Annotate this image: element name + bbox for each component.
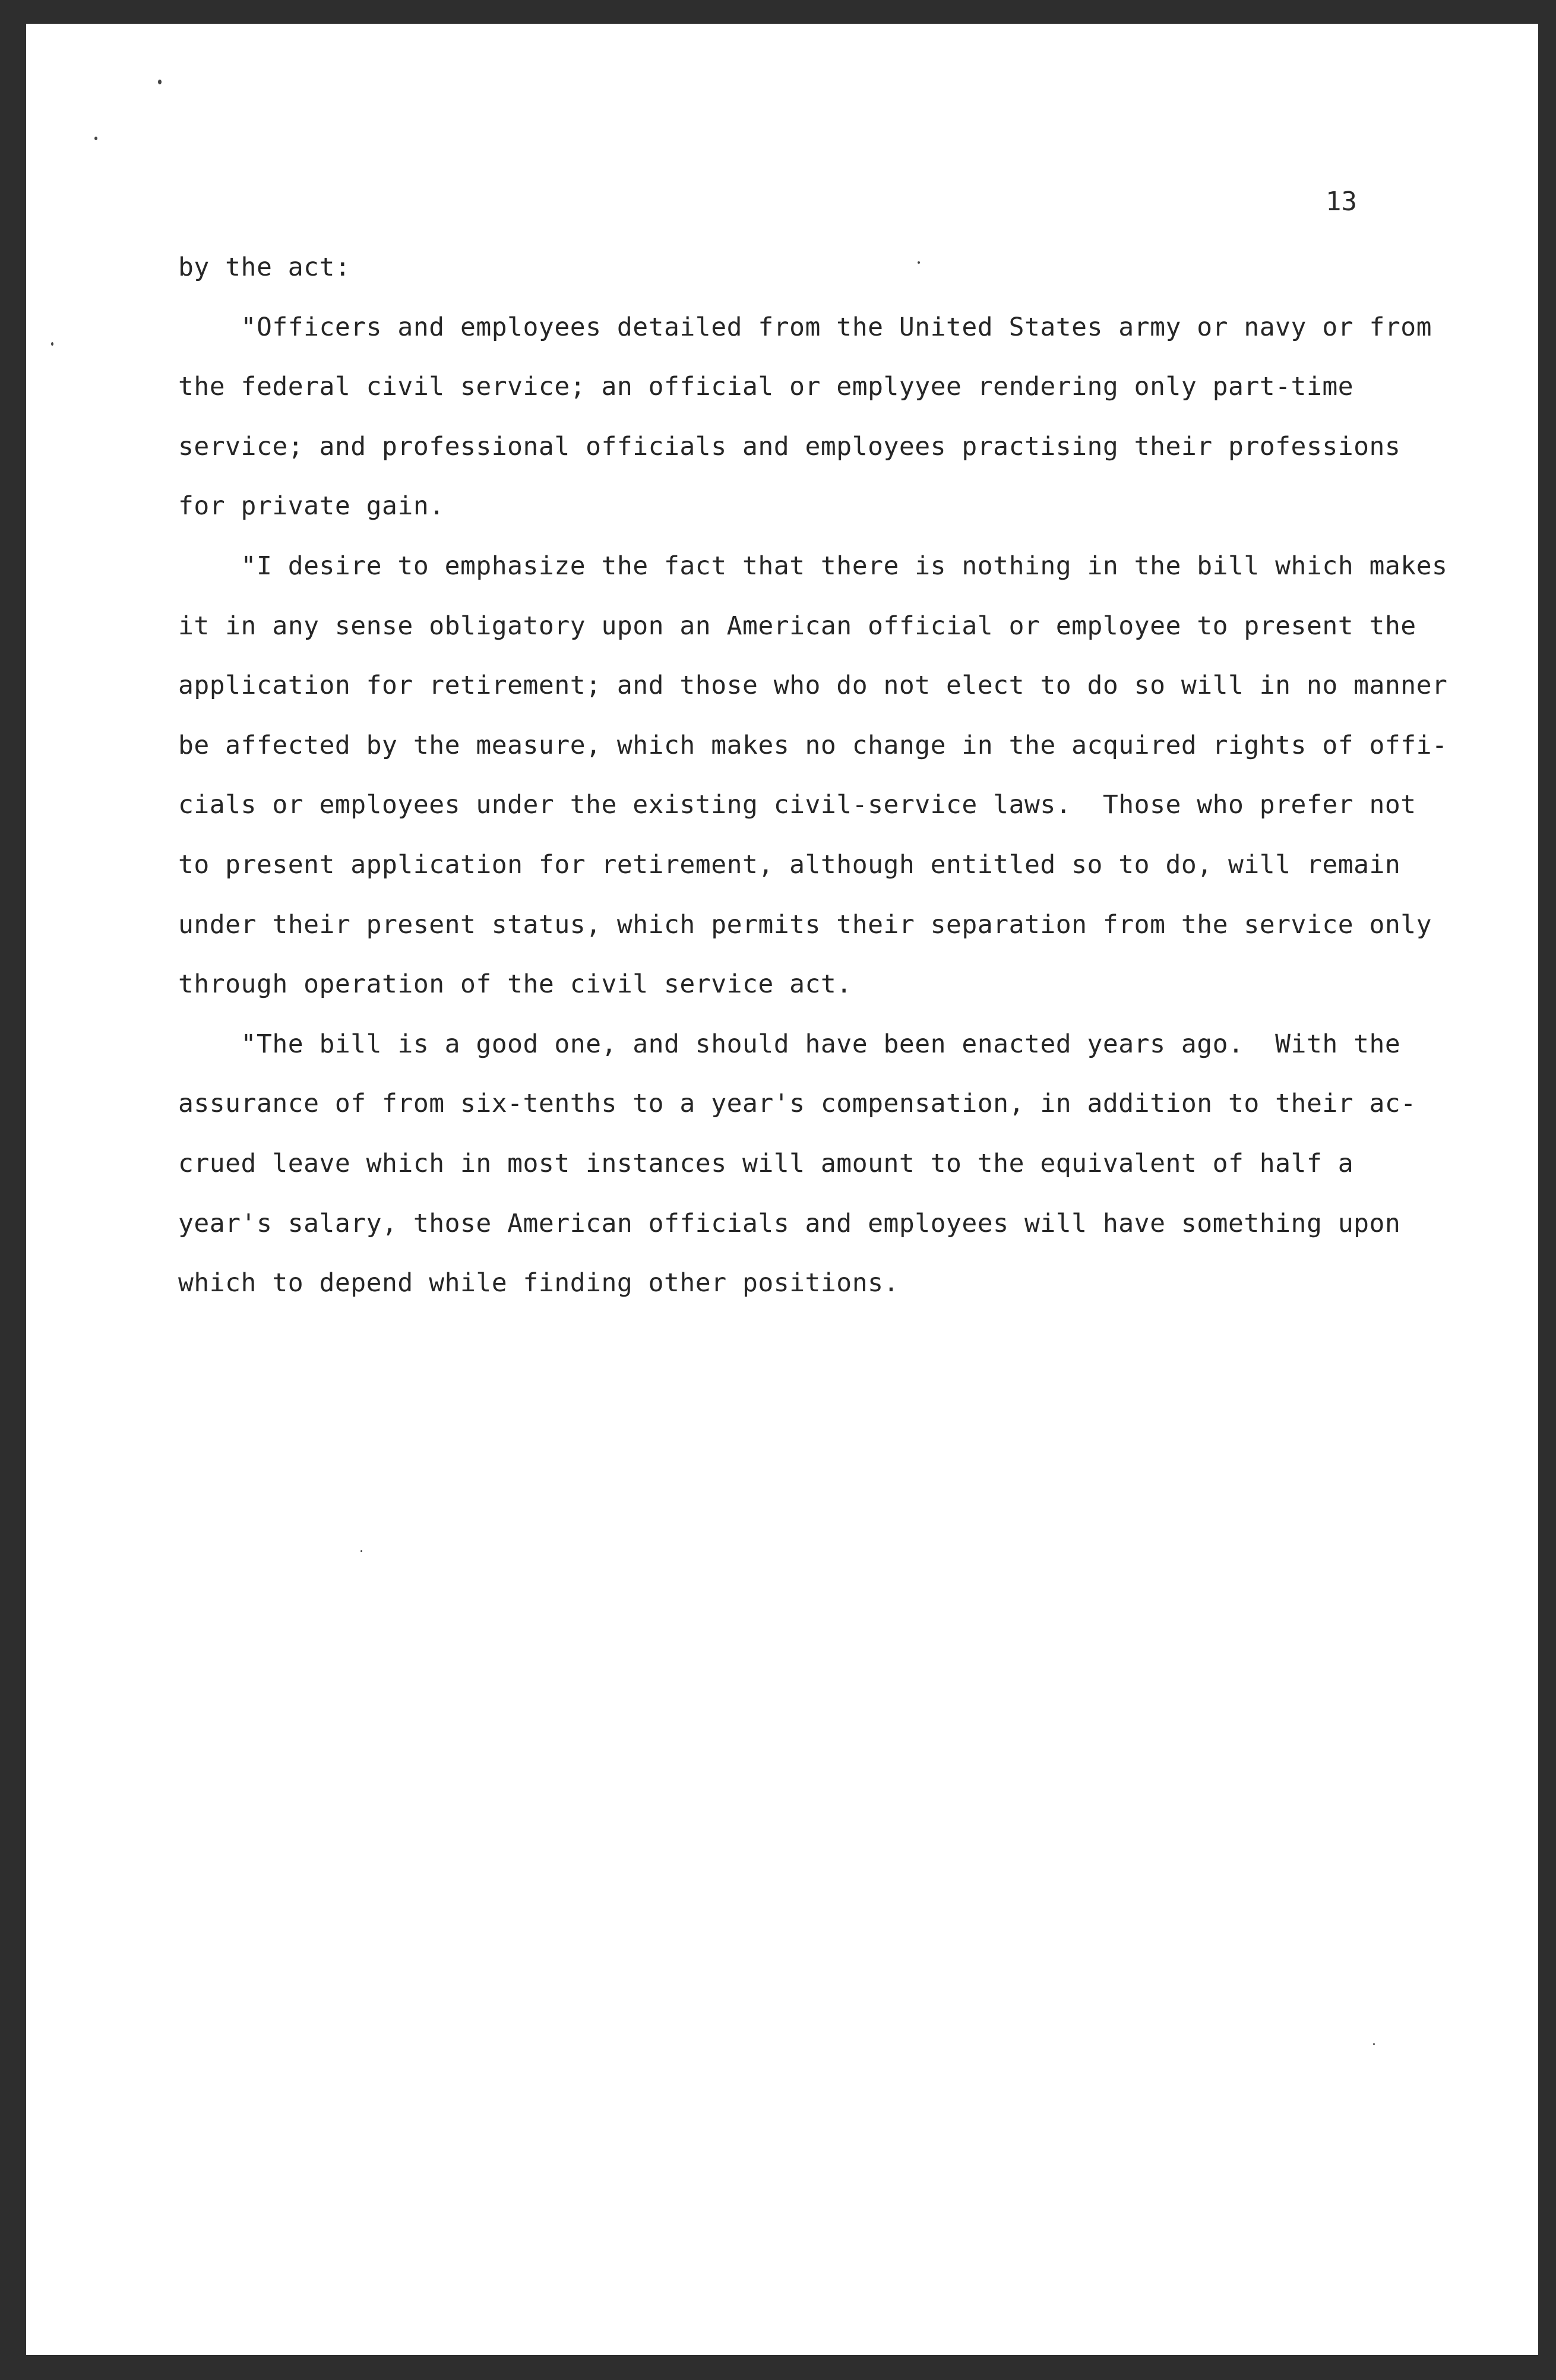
text-line: "The bill is a good one, and should have been enacted years ago. With the <box>178 1029 1401 1059</box>
body-text <box>178 249 1448 1325</box>
text-line: through operation of the civil service act. <box>178 969 852 1000</box>
text-line: by the act: <box>178 252 351 282</box>
text-line: service; and professional officials and employees practising their professions <box>178 431 1401 462</box>
text-line: year's salary, those American officials and employees will have something upon <box>178 1208 1401 1238</box>
scan-speck <box>94 137 97 140</box>
scan-speck <box>158 80 162 84</box>
text-line: which to depend while finding other positions. <box>178 1268 899 1298</box>
scan-border-left <box>0 0 26 2380</box>
text-line: "I desire to emphasize the fact that there is nothing in the bill which makes <box>178 551 1448 581</box>
text-line: cials or employees under the existing civil-service laws. Those who prefer not <box>178 790 1416 820</box>
scan-border-right <box>1538 0 1556 2380</box>
scan-speck <box>51 342 53 346</box>
text-line: assurance of from six-tenths to a year's compensation, in addition to their ac- <box>178 1089 1416 1119</box>
text-line: "Officers and employees detailed from the United States army or navy or from <box>178 312 1432 342</box>
text-line: application for retirement; and those who do not elect to do so will in no manner <box>178 671 1448 701</box>
scan-border-bottom <box>0 2355 1556 2380</box>
text-line: under their present status, which permits their separation from the service only <box>178 909 1432 940</box>
text-line: be affected by the measure, which makes no change in the acquired rights of offi- <box>178 730 1448 760</box>
scan-border-top <box>0 0 1556 24</box>
text-line: crued leave which in most instances will amount to the equivalent of half a <box>178 1148 1354 1178</box>
scan-speck <box>360 1550 362 1552</box>
text-line: the federal civil service; an official or emplyyee rendering only part-time <box>178 372 1354 402</box>
text-line: for private gain. <box>178 491 445 521</box>
scan-speck <box>1373 2043 1375 2045</box>
text-line: it in any sense obligatory upon an American official or employee to present the <box>178 611 1416 641</box>
text-line: to present application for retirement, although entitled so to do, will remain <box>178 849 1401 880</box>
page-number: 13 <box>1326 187 1357 217</box>
